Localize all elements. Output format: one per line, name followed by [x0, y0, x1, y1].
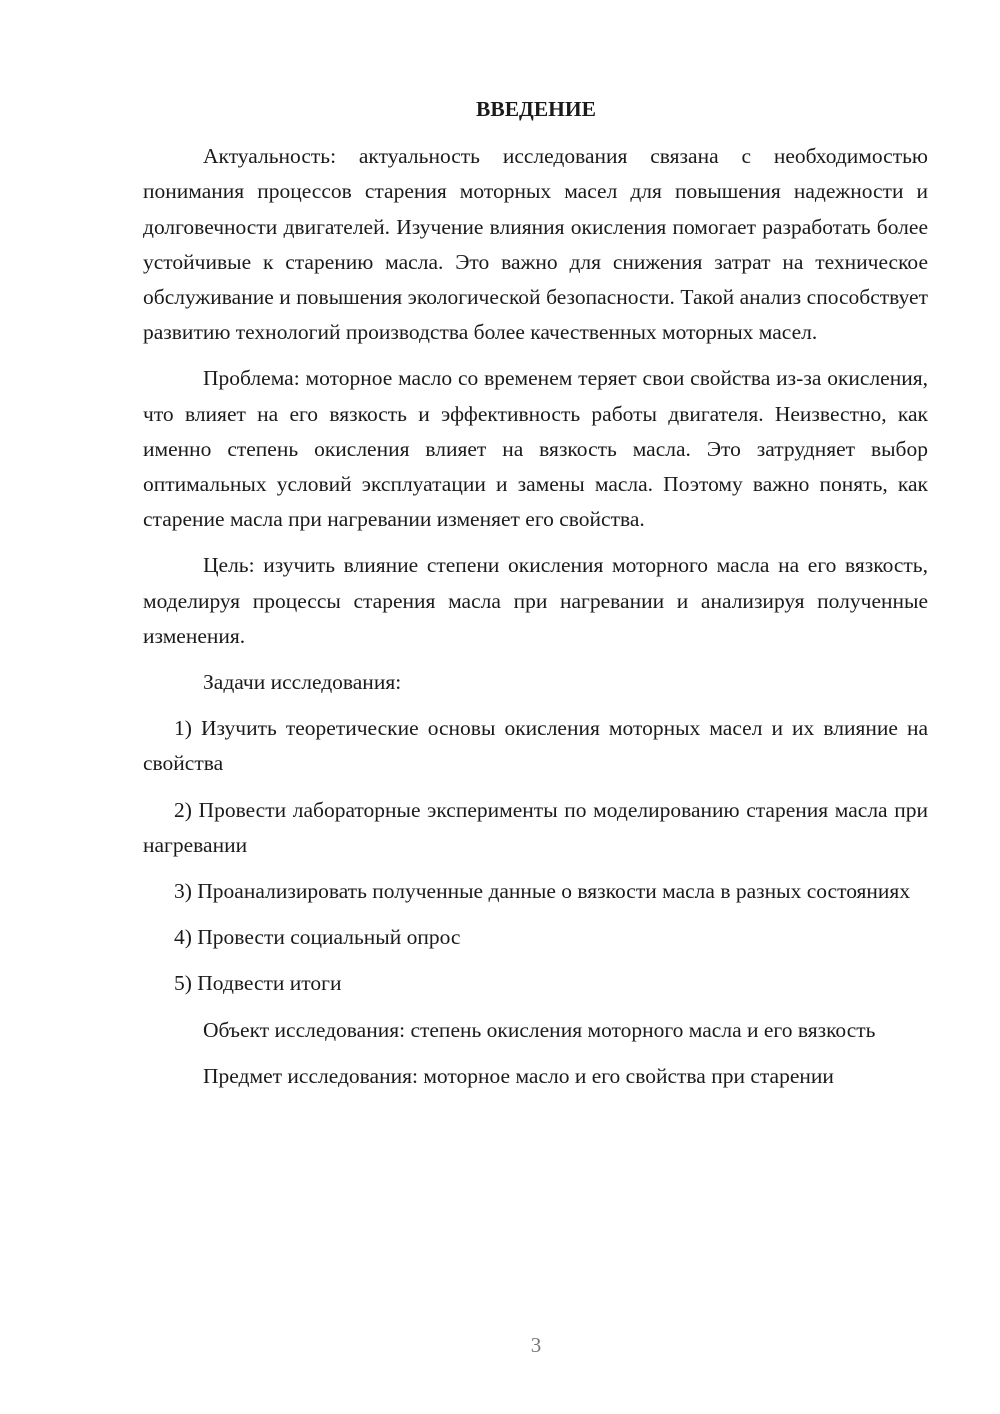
task-item: 1) Изучить теоретические основы окисления моторных масел и их влияние на свойства: [143, 716, 928, 776]
task-item: 3) Проанализировать полученные данные о вязкости масла в разных состояниях: [174, 879, 911, 904]
task-item: 2) Провести лабораторные эксперименты по моделированию старения масла при нагревании: [143, 797, 928, 857]
document-page: [143, 92, 928, 1094]
page-title: ВВЕДЕНИЕ: [476, 97, 596, 121]
object-paragraph: Объект исследования: степень окисления моторного масла и его вязкость: [203, 1017, 876, 1042]
tasks-heading: Задачи исследования:: [203, 670, 402, 695]
task-item: 5) Подвести итоги: [174, 971, 342, 996]
problem-paragraph: Проблема: моторное масло со временем теряет свои свойства из-за окисления, что влияет на его вязкость и эффективность работы двигателя. Неизвестно, как именно степень окисления влияет на вязкость масла. Это затрудняет выбор оптимальных условий эксплуатации и замены масла. Поэтому важно понять, как старение масла при нагревании изменяет его свойства.: [143, 366, 928, 532]
relevance-paragraph: Актуальность: актуальность исследования связана с необходимостью понимания процессов старения моторных масел для повышения надежности и долговечности двигателей. Изучение влияния окисления помогает разработать более устойчивые к старению масла. Это важно для снижения затрат на техническое обслуживание и повышения экологической безопасности. Такой анализ способствует развитию технологий производства более качественных моторных масел.: [143, 144, 928, 345]
task-item: 4) Провести социальный опрос: [174, 925, 461, 950]
page-number: 3: [530, 1333, 542, 1357]
subject-paragraph: Предмет исследования: моторное масло и его свойства при старении: [203, 1063, 834, 1088]
goal-paragraph: Цель: изучить влияние степени окисления моторного масла на его вязкость, моделируя процессы старения масла при нагревании и анализируя полученные изменения.: [143, 553, 928, 648]
